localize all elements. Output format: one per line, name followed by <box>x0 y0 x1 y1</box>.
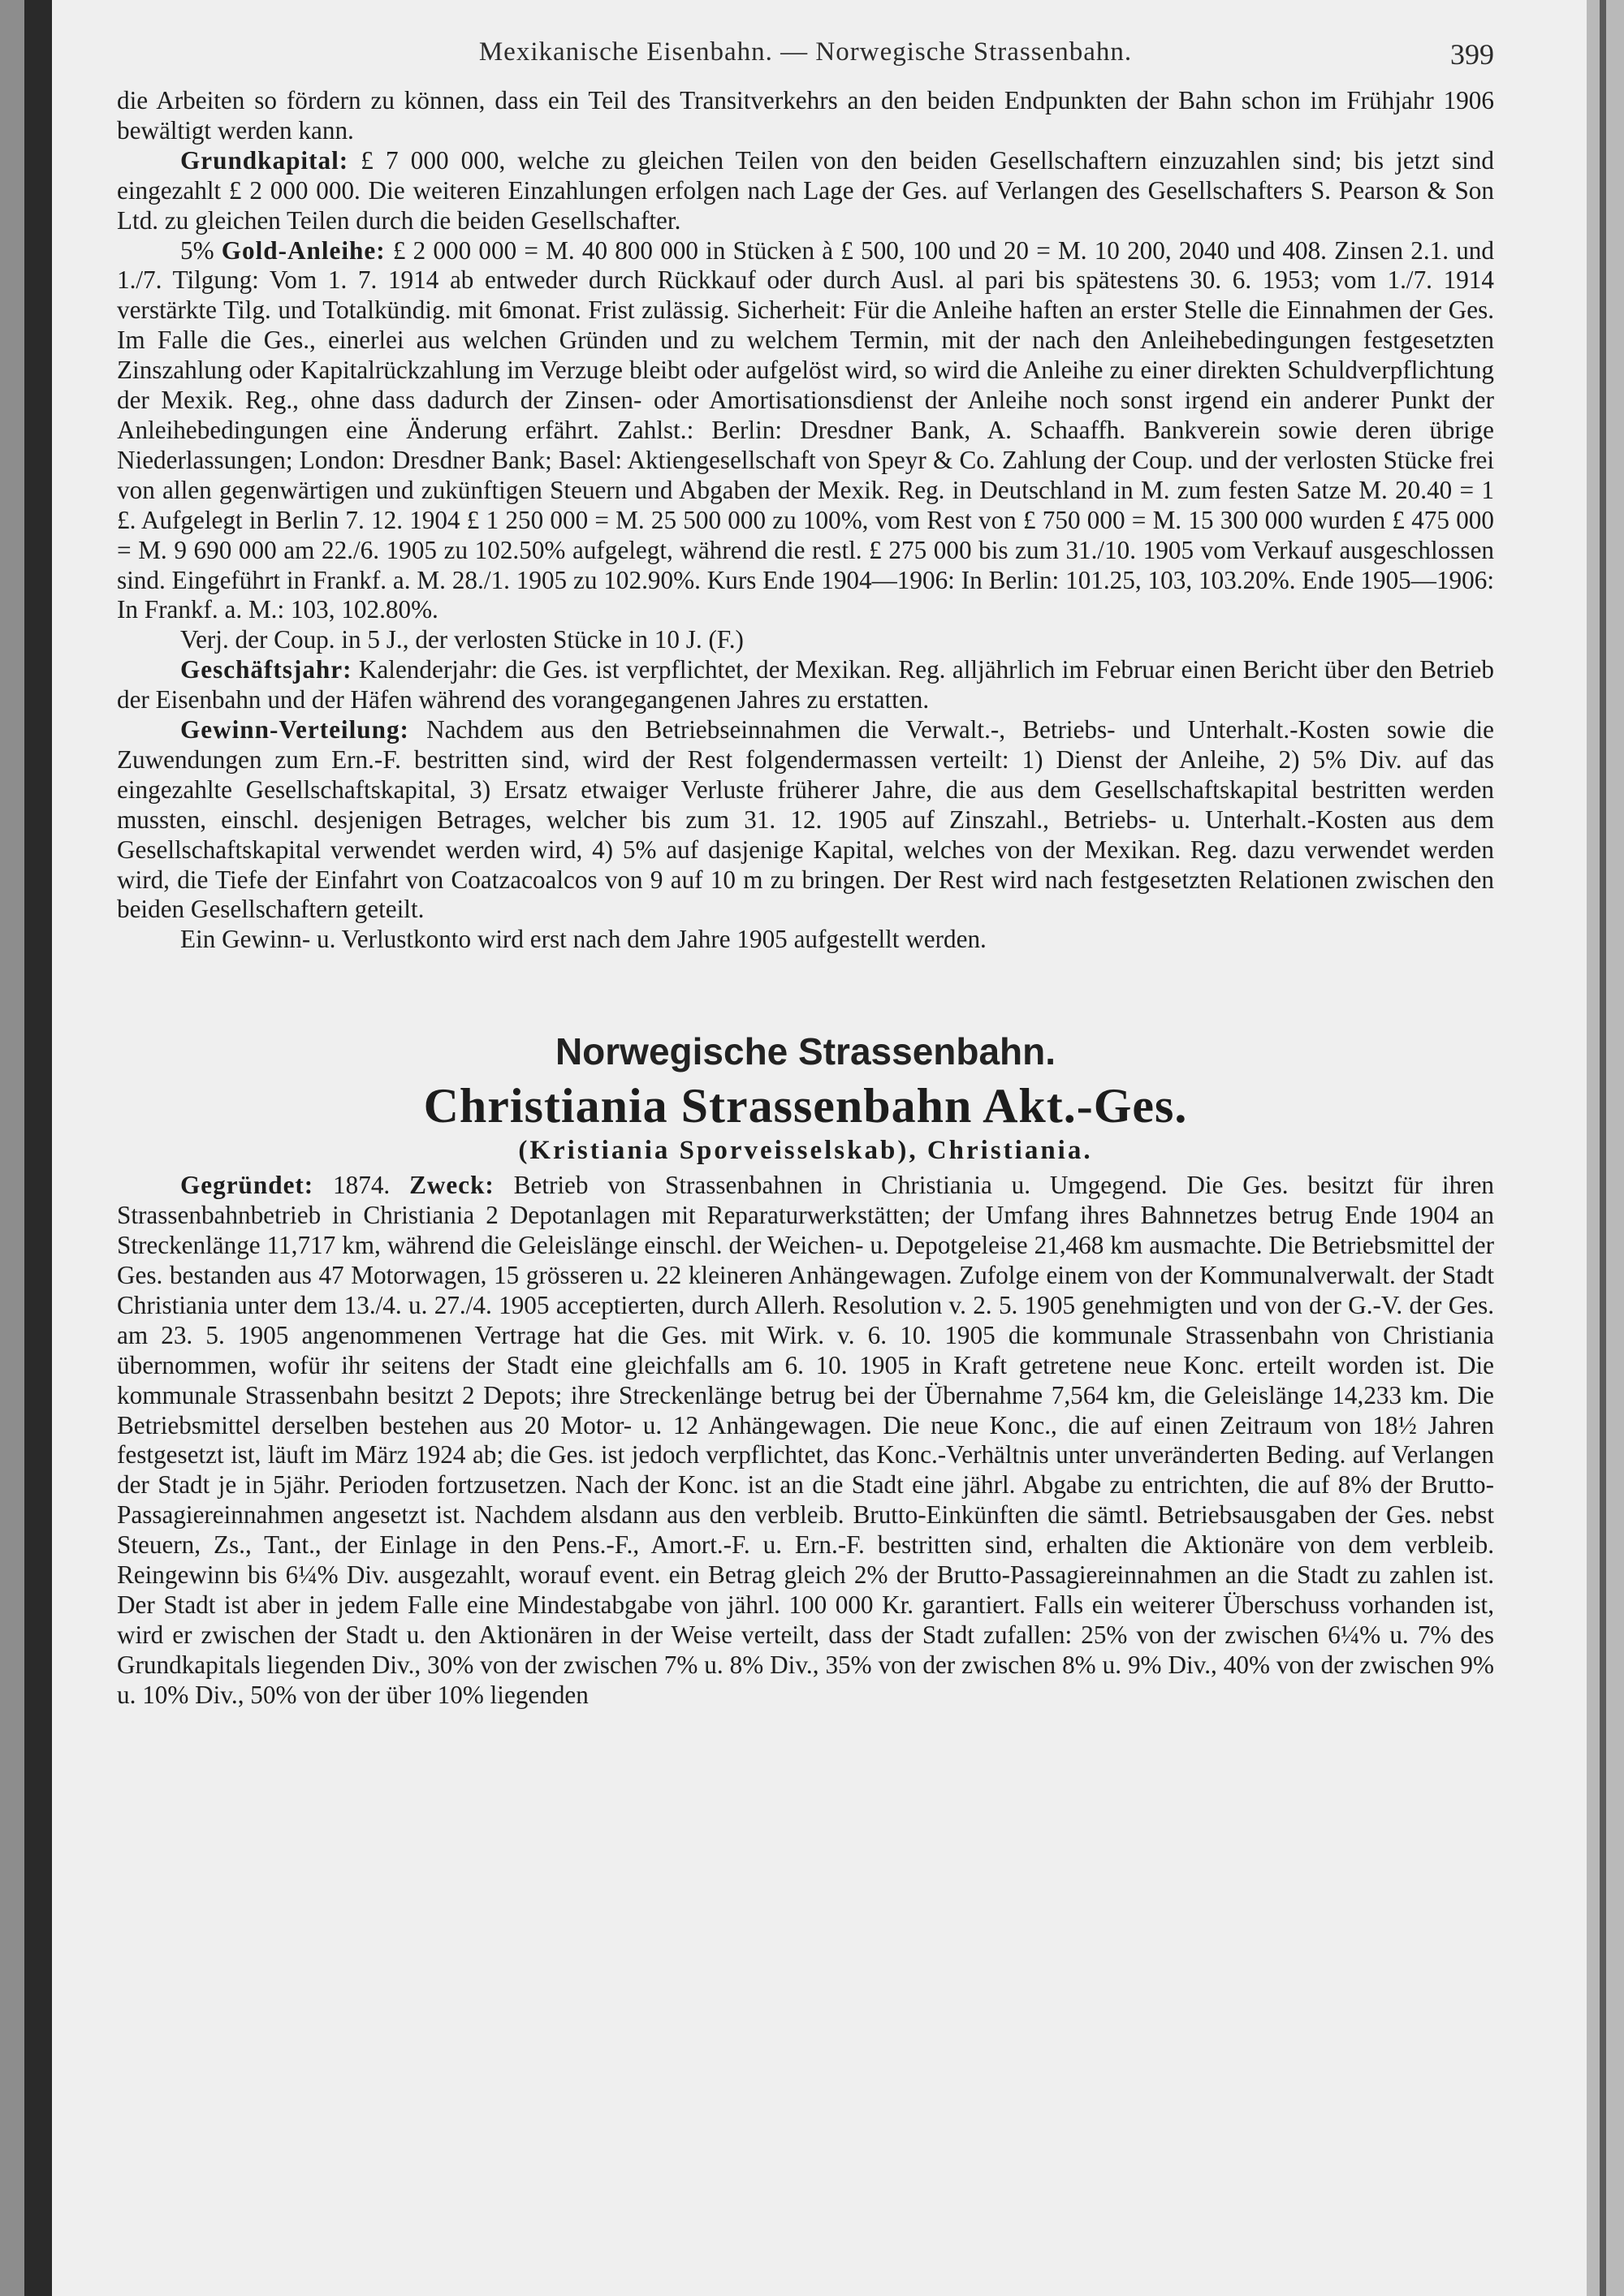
geschaeftsjahr-paragraph <box>117 655 1494 715</box>
anleihe-text: £ 2 000 000 = M. 40 800 000 in Stücken à £ 500, 100 und 20 = M. 10 200, 2040 und 408. Zinsen 2.1. und 1./7. Tilgung: Vom 1. 7. 1914 ab entweder durch Rückkauf oder durch Ausl. al pari bis spätestens 30. 6. 1953; vom 1./7. 1914 verstärkte Tilg. und Totalkündig. mit 6monat. Frist zulässig. Sicherheit: Für die Anleihe haften an erster Stelle die Einnahmen der Ges. Im Falle die Ges., einerlei aus welchen Gründen und zu welchem Termin, mit der nach den Anleihebedingungen festgesetzten Zinszahlung oder Kapitalrückzahlung im Verzuge bleibt oder aufgelöst wird, so wird die Anleihe zu einer direkten Schuldverpflichtung der Mexik. Reg., ohne dass dadurch der Zinsen- oder Amortisationsdienst der Anleihe noch sonst irgend ein anderer Punkt der Anleihebedingungen eine Änderung erfährt. Zahlst.: Berlin: Dresdner Bank, A. Schaaffh. Bankverein sowie deren übrige Niederlassungen; London: Dresdner Bank; Basel: Aktiengesellschaft von Speyr & Co. Zahlung der Coup. und der verlosten Stücke frei von allen gegenwärtigen und zukünftigen Steuern und Abgaben der Mexik. Reg. in Deutschland in M. zum festen Satze M. 20.40 = 1 £. Aufgelegt in Berlin 7. 12. 1904 £ 1 250 000 = M. 25 500 000 zu 100%, vom Rest von £ 750 000 = M. 15 300 000 wurden £ 475 000 = M. 9 690 000 am 22./6. 1905 zu 102.50% aufgelegt, während die restl. £ 275 000 bis zum 31./10. 1905 vom Verkauf ausgeschlossen sind. Eingeführt in Frankf. a. M. 28./1. 1905 zu 102.90%. Kurs Ende 1904—1906: In Berlin: 101.25, 103, 103.20%. Ende 1905—1906: In Frankf. a. M.: 103, 102.80%. <box>117 235 1494 624</box>
company-name: Christiania Strassenbahn Akt.-Ges. <box>423 1079 1188 1133</box>
gewinn-verteilung-label: Gewinn-Verteilung: <box>180 715 409 744</box>
running-title: Mexikanische Eisenbahn. — Norwegische Strassenbahn. <box>478 37 1133 67</box>
section-heading: Norwegische Strassenbahn. <box>555 1030 1056 1073</box>
anleihe-rate: 5% <box>180 235 222 265</box>
gegruendet-label: Gegründet: <box>180 1171 314 1200</box>
verjaehrung-paragraph: Verj. der Coup. in 5 J., der verlosten Stücke in 10 J. (F.) <box>180 625 744 654</box>
intro-paragraph: die Arbeiten so fördern zu können, dass ein Teil des Transitverkehrs an den beiden Endpunkten der Bahn schon im Frühjahr 1906 bewältigt werden kann. <box>117 86 1494 145</box>
verlustkonto-paragraph: Ein Gewinn- u. Verlustkonto wird erst nach dem Jahre 1905 aufgestellt werden. <box>180 925 987 954</box>
running-head <box>117 37 1494 86</box>
christiania-section <box>117 1025 1494 1710</box>
section-spacer <box>117 955 1494 1025</box>
geschaeftsjahr-text: Kalenderjahr: die Ges. ist verpflichtet, der Mexikan. Reg. alljährlich im Februar einen Bericht über den Betrieb der Eisenbahn und der Häfen während des vorangegangenen Jahres zu erstatten. <box>117 655 1494 714</box>
grundkapital-paragraph <box>117 146 1494 236</box>
page-number: 399 <box>1450 38 1494 71</box>
geschaeftsjahr-label: Geschäftsjahr: <box>180 655 352 684</box>
anleihe-label: Gold-Anleihe: <box>221 235 386 265</box>
scan-border-right <box>1587 0 1624 2296</box>
book-page <box>52 0 1587 2296</box>
zweck-text: Betrieb von Strassenbahnen in Christiania u. Umgegend. Die Ges. besitzt für ihren Strassenbahnbetrieb in Christiania 2 Depotanlagen mit Reparaturwerkstätten; der Umfang ihres Bahnnetzes betrug Ende 1904 an Streckenlänge 11,717 km, während die Geleislänge einschl. der Weichen- u. Depotgeleise 21,468 km ausmachte. Die Betriebsmittel der Ges. bestanden aus 47 Motorwagen, 15 grösseren u. 22 kleineren Anhängewagen. Zufolge einem von der Kommunalverwalt. der Stadt Christiania unter dem 13./4. u. 27./4. 1905 acceptierten, durch Allerh. Resolution v. 2. 5. 1905 genehmigten und von der G.-V. der Ges. am 23. 5. 1905 angenommenen Vertrage hat die Ges. mit Wirk. v. 6. 10. 1905 die kommunale Strassenbahn von Christiania übernommen, wofür ihr seitens der Stadt eine gleichfalls am 6. 10. 1905 in Kraft getretene neue Konc. erteilt worden ist. Die kommunale Strassenbahn besitzt 2 Depots; ihre Streckenlänge betrug bei der Übernahme 7,564 km, die Geleislänge 14,233 km. Die Betriebsmittel derselben bestehen aus 20 Motor- u. 12 Anhängewagen. Die neue Konc., die auf einen Zeitraum von 18½ Jahren festgesetzt ist, läuft im März 1924 ab; die Ges. ist jedoch verpflichtet, das Konc.-Verhältnis unter unveränderten Beding. auf Verlangen der Stadt je in 5jähr. Perioden fortzusetzen. Nach der Konc. ist an die Stadt eine jährl. Abgabe zu entrichten, die auf 8% der Brutto-Passagiereinnahmen angesetzt ist. Nachdem alsdann aus den verbleib. Brutto-Einkünften die sämtl. Betriebsausgaben der Ges. nebst Steuern, Zs., Tant., der Einlage in den Pens.-F., Amort.-F. u. Ern.-F. bestritten sind, erhalten die Aktionäre von dem verbleib. Reingewinn bis 6¼% Div. ausgezahlt, worauf event. ein Betrag gleich 2% der Brutto-Passagiereinnahmen an die Stadt zu zahlen ist. Der Stadt ist aber in jedem Falle eine Mindestabgabe von jährl. 100 000 Kr. garantiert. Falls ein weiterer Überschuss vorhanden ist, wird er zwischen der Stadt u. den Aktionären in der Weise verteilt, dass der Stadt zufallen: 25% von der zwischen 6¼% u. 7% des Grundkapitals liegenden Div., 30% von der zwischen 7% u. 8% Div., 35% von der zwischen 8% u. 9% Div., 40% von der zwischen 9% u. 10% Div., 50% von der über 10% liegenden <box>117 1171 1495 1709</box>
grundkapital-label: Grundkapital: <box>180 145 349 175</box>
gegruendet-text: 1874. <box>313 1171 391 1200</box>
grundkapital-text: £ 7 000 000, welche zu gleichen Teilen von den beiden Gesellschaftern einzuzahlen sind; bis jetzt sind eingezahlt £ 2 000 000. Die weiteren Einzahlungen erfolgen nach Lage der Ges. auf Verlangen des Gesellschafters S. Pearson & Son Ltd. zu gleichen Teilen durch die beiden Gesellschafter. <box>117 145 1494 235</box>
scan-border-left <box>0 0 52 2296</box>
zweck-label: Zweck: <box>409 1171 495 1200</box>
scan-border-left-edge <box>0 0 24 2296</box>
scan-border-right-line <box>1600 0 1606 2296</box>
gewinn-verteilung-text: Nachdem aus den Betriebseinnahmen die Verwalt.-, Betriebs- und Unterhalt.-Kosten sowie die Zuwendungen zum Ern.-F. bestritten sind, wird der Rest folgendermassen verteilt: 1) Dienst der Anleihe, 2) 5% Div. auf das eingezahlte Gesellschaftskapital, 3) Ersatz etwaiger Verluste früherer Jahre, die aus dem Gesellschaftskapital bestritten werden mussten, einschl. desjenigen Betrages, welcher bis zum 31. 12. 1905 auf Zinszahl., Betriebs- u. Unterhalt.-Kosten aus dem Gesellschaftskapital verwendet werden wird, 4) 5% auf dasjenige Kapital, welches von der Mexikan. Reg. dazu verwendet werden wird, die Tiefe der Einfahrt von Coatzacoalcos von 9 auf 10 m zu bringen. Der Rest wird nach festgesetzten Relationen zwischen den beiden Gesellschaftern geteilt. <box>117 715 1494 924</box>
gegruendet-zweck-paragraph <box>117 1171 1494 1710</box>
company-subtitle: (Kristiania Sporveisselskab), Christiania. <box>518 1136 1093 1166</box>
mexican-railway-section <box>117 86 1494 955</box>
gewinn-verteilung-paragraph <box>117 715 1494 925</box>
anleihe-paragraph <box>117 236 1494 626</box>
page-content <box>117 37 1494 1711</box>
